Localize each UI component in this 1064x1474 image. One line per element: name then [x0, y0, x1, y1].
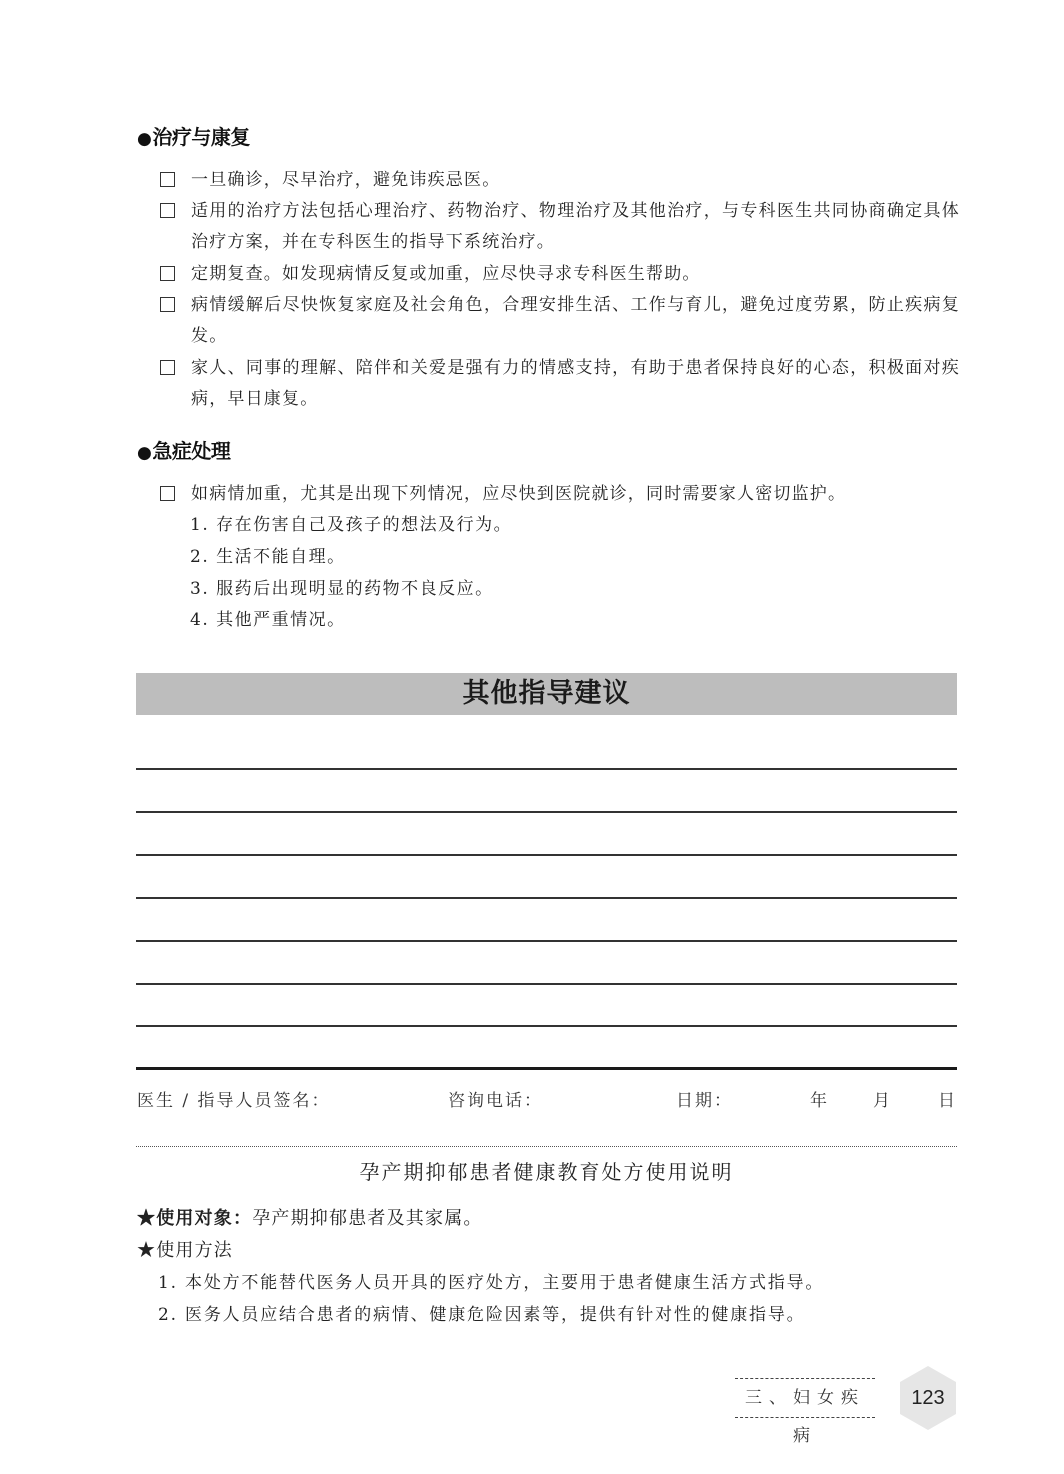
emergency-subitem: 2. 生活不能自理。: [190, 547, 346, 567]
doctor-signature-label: 医生 / 指导人员签名：: [137, 1091, 331, 1111]
checklist-item[interactable]: [160, 259, 960, 290]
emergency-subitem: 3. 服药后出现明显的药物不良反应。: [190, 579, 494, 599]
writing-line[interactable]: [136, 854, 957, 856]
writing-line[interactable]: [136, 811, 957, 813]
heading-text: 急症处理: [152, 439, 231, 463]
usage-target-label: ★使用对象：: [137, 1208, 253, 1229]
checkbox[interactable]: [160, 172, 175, 187]
page-number: 123: [911, 1387, 945, 1409]
checkbox[interactable]: [160, 360, 175, 375]
usage-target-value: 孕产期抑郁患者及其家属。: [252, 1208, 483, 1229]
checklist-item[interactable]: [160, 196, 960, 258]
checkbox[interactable]: [160, 297, 175, 312]
section-divider: [136, 1067, 957, 1070]
writing-line[interactable]: [136, 1025, 957, 1027]
month-label: 月: [873, 1091, 892, 1111]
usage-method-label: ★使用方法: [137, 1240, 233, 1261]
date-label: 日期：: [676, 1091, 733, 1111]
writing-line[interactable]: [136, 983, 957, 985]
usage-target: [137, 1204, 483, 1230]
checkbox[interactable]: [160, 203, 175, 218]
item-text: 如病情加重，尤其是出现下列情况，应尽快到医院就诊，同时需要家人密切监护。: [191, 484, 847, 504]
emergency-subitem: 1. 存在伤害自己及孩子的想法及行为。: [190, 515, 513, 535]
checklist-item[interactable]: [160, 479, 960, 510]
checklist-item[interactable]: [160, 290, 960, 352]
checkbox[interactable]: [160, 486, 175, 501]
section-heading-emergency: [137, 435, 230, 464]
year-label: 年: [810, 1091, 829, 1111]
writing-line[interactable]: [136, 940, 957, 942]
usage-title: 孕产期抑郁患者健康教育处方使用说明: [359, 1160, 734, 1184]
bullet-icon: ●: [137, 129, 152, 149]
phone-label: 咨询电话：: [448, 1091, 543, 1111]
heading-text: 治疗与康复: [152, 125, 250, 149]
section-heading-treatment: [137, 121, 250, 150]
checklist-item[interactable]: [160, 353, 960, 415]
dotted-divider: [136, 1146, 957, 1147]
day-label: 日: [938, 1091, 957, 1111]
item-text: 适用的治疗方法包括心理治疗、药物治疗、物理治疗及其他治疗，与专科医生共同协商确定具体治疗方案，并在专科医生的指导下系统治疗。: [191, 201, 960, 252]
checkbox[interactable]: [160, 266, 175, 281]
chapter-label: 三、妇女疾病: [735, 1378, 875, 1418]
usage-method-item: 1. 本处方不能替代医务人员开具的医疗处方，主要用于患者健康生活方式指导。: [158, 1273, 825, 1293]
other-advice-banner: 其他指导建议: [136, 673, 957, 715]
writing-line[interactable]: [136, 768, 957, 770]
item-text: 家人、同事的理解、陪伴和关爱是强有力的情感支持，有助于患者保持良好的心态，积极面对疾病，早日康复。: [191, 358, 960, 409]
writing-line[interactable]: [136, 897, 957, 899]
emergency-subitem: 4. 其他严重情况。: [190, 610, 346, 630]
usage-method-item: 2. 医务人员应结合患者的病情、健康危险因素等，提供有针对性的健康指导。: [158, 1305, 806, 1325]
bullet-icon: ●: [137, 443, 152, 463]
item-text: 病情缓解后尽快恢复家庭及社会角色，合理安排生活、工作与育儿，避免过度劳累，防止疾病复发。: [191, 295, 960, 346]
checklist-item[interactable]: [160, 165, 960, 196]
item-text: 定期复查。如发现病情反复或加重，应尽快寻求专科医生帮助。: [191, 264, 701, 284]
item-text: 一旦确诊，尽早治疗，避免讳疾忌医。: [191, 170, 501, 190]
